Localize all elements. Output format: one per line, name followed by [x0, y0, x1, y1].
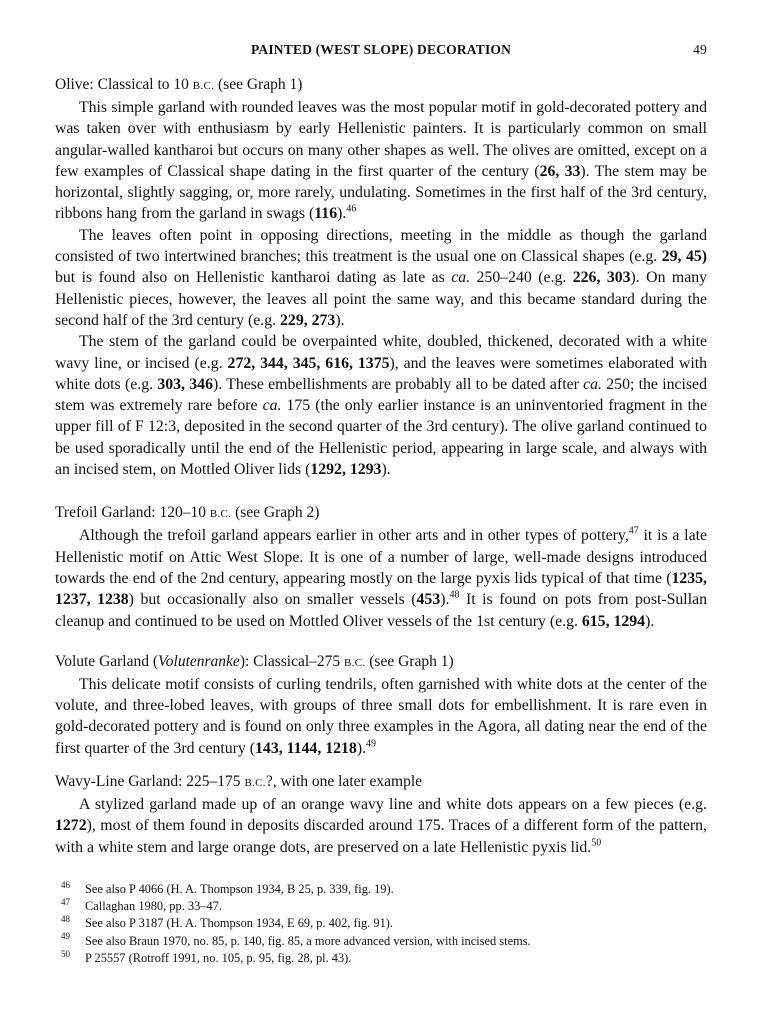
running-head-title: PAINTED (WEST SLOPE) DECORATION — [250, 42, 512, 57]
olive-paragraph-2: The leaves often point in opposing directions, meeting in the middle as though the garland consisted of two intertwined branches; this treatment is the usual one on Classical shapes (e.g. 29, 45) but is found also on Hellenistic kantharoi dating as late as ca. 250–240 (e.g. 226, 303). On many Hellenistic pieces, however, the leaves all point the same way, and this became standard during the second half of the 3rd century (e.g. 229, 273). — [55, 226, 708, 329]
olive-heading: Olive: Classical to 10 B.C. (see Graph 1) — [55, 76, 303, 93]
running-head — [55, 42, 707, 64]
footnote-46: 46 See also P 4066 (H. A. Thompson 1934, B 25, p. 339, fig. 19). — [61, 879, 394, 896]
footnote-ref-46[interactable]: 46 — [346, 204, 357, 216]
trefoil-paragraph-1: Although the trefoil garland appears earlier in other arts and in other types of pottery,$^{47}$ it is a late Hellenistic motif on Attic West Slope. It is one of a number of large, well-made designs introduced towards the end of the 2nd century, appearing mostly on the large pyxis lids typical of that time (1235, 1237, 1238) but occasionally also on smaller vessels (453).$^{48}$ It is found on pots from post-Sullan cleanup and continued to be used on Mottled Oliver vessels of the 1st century (e.g. 615, 1294). — [55, 526, 707, 630]
trefoil-heading: Trefoil Garland: 120–10 B.C. (see Graph 2) — [55, 504, 320, 522]
wavy-paragraph-1: A stylized garland made up of an orange wavy line and white dots appears on a few pieces (e.g. 1272), most of them found in deposits discarded around 175. Traces of a different form of the pattern, with a white stem and large orange dots, are preserved on a late Hellenistic pyxis lid.$^{50}$ — [55, 796, 707, 856]
volute-paragraph-1: This delicate motif consists of curling tendrils, often garnished with white dots at the center of the volute, and three-lobed leaves, with groups of three small dots for embellishment. It is rare even in gold-decorated pottery and is found on only three examples in the Agora, all dating near the end of the first quarter of the 3rd century (143, 1144, 1218).$^{49}$ — [55, 675, 707, 757]
page-body — [55, 42, 707, 858]
footnotes — [55, 881, 707, 967]
olive-paragraph-3: The stem of the garland could be overpainted white, doubled, thickened, decorated with a white wavy line, or incised (e.g. 272, 344, 345, 616, 1375), and the leaves were sometimes elaborated with white dots (e.g. 303, 346). These embellishments are probably all to be dated after ca. 250; the incised stem was extremely rare before ca. 175 (the only earlier instance is an uninventoried fragment in the upper fill of F 12:3, deposited in the second quarter of the 3rd century). The olive garland continued to be used sporadically until the end of the Hellenistic period, appearing in large scale, and always with an incised stem, on Mottled Oliver lids (1292, 1293). — [55, 333, 708, 479]
footnote-49: 49 See also Braun 1970, no. 85, p. 140, fig. 85, a more advanced version, with incised stems. — [61, 931, 531, 948]
footnote-47: 47 Callaghan 1980, pp. 33–47. — [61, 897, 222, 914]
footnote-ref-50[interactable]: 50 — [591, 837, 602, 849]
footnote-ref-47[interactable]: 47 — [628, 526, 639, 538]
wavy-heading: Wavy-Line Garland: 225–175 B.C.?, with one later example — [55, 773, 423, 791]
footnote-50: 50 P 25557 (Rotroff 1991, no. 105, p. 95, fig. 28, pl. 43). — [61, 948, 352, 965]
page-number: 49 — [693, 42, 707, 57]
footnote-ref-48[interactable]: 48 — [449, 589, 460, 601]
volute-heading: Volute Garland (Volutenranke): Classical–275 B.C. (see Graph 1) — [55, 652, 454, 670]
olive-paragraph-1: This simple garland with rounded leaves was the most popular motif in gold-decorated pottery and was taken over with enthusiasm by early Hellenistic painters. It is particularly common on small angular-walled kantharoi but occurs on many other shapes as well. The olives are omitted, except on a few examples of Classical shape dating in the first quarter of the century (26, 33). The stem may be horizontal, slightly sagging, or, more rarely, undulating. Sometimes in the first half of the 3rd century, ribbons hang from the garland in swags (116).$^{46}$ — [55, 99, 707, 223]
footnote-48: 48 See also P 3187 (H. A. Thompson 1934, E 69, p. 402, fig. 91). — [61, 914, 394, 931]
footnote-ref-49[interactable]: 49 — [366, 738, 377, 750]
